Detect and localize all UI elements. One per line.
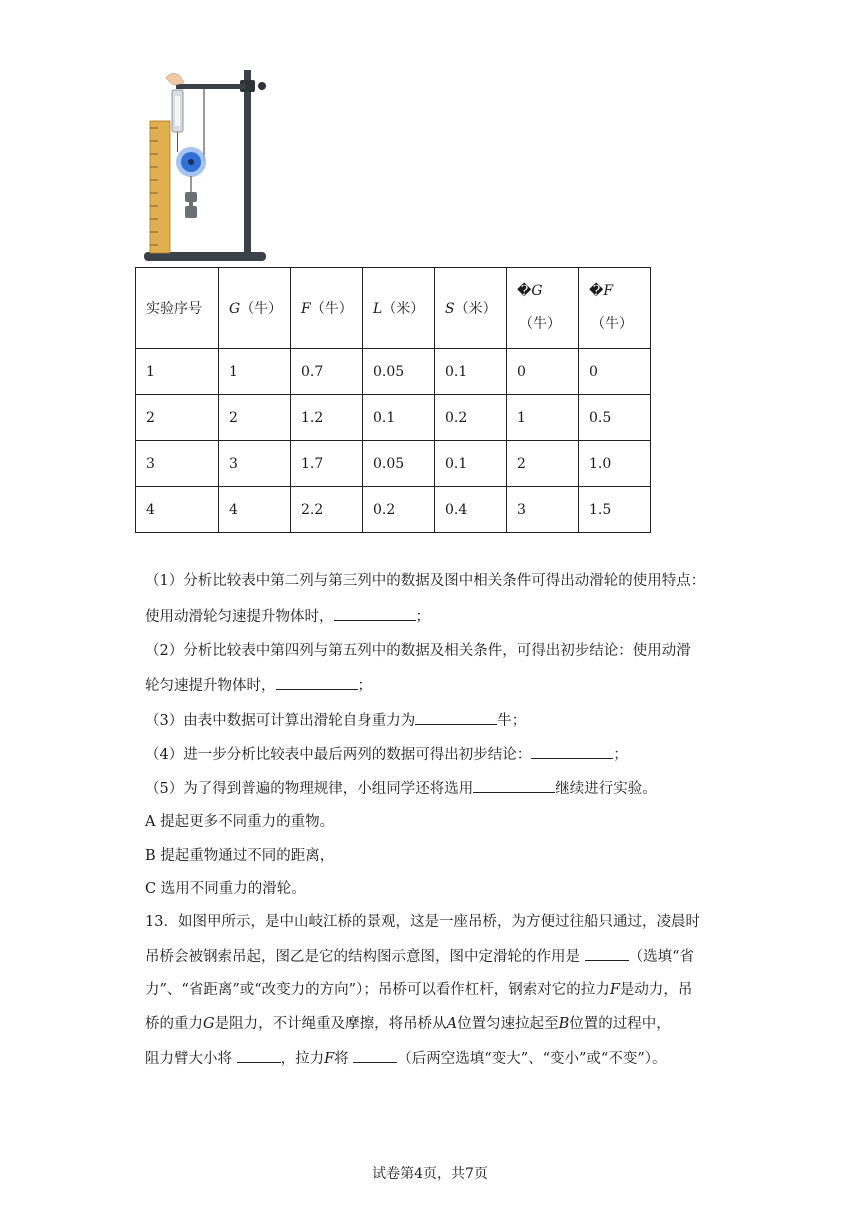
table-cell: 1 — [136, 349, 219, 395]
q13-line-4: 桥的重力G是阻力，不计绳重及摩擦，将吊桥从A位置匀速拉起至B位置的过程中， — [145, 1016, 671, 1032]
table-cell: 2 — [219, 395, 291, 441]
table-cell: 1.5 — [579, 487, 651, 533]
table-row — [136, 441, 651, 487]
q1-line-2: 使用动滑轮匀速提升物体时， ； — [145, 606, 430, 627]
table-cell: 0.05 — [363, 349, 435, 395]
table-cell: 3 — [219, 441, 291, 487]
answer-blank[interactable] — [415, 710, 497, 725]
q4-line: （4）进一步分析比较表中最后两列的数据可得出初步结论： ； — [145, 744, 628, 765]
q13-line-5: 阻力臂大小将 ，拉力F将 （后两空选填“变大”、“变小”或“不变”）。 — [145, 1048, 667, 1069]
table-cell: 0.4 — [435, 487, 507, 533]
table-cell: 0.1 — [435, 349, 507, 395]
header-cell: G（牛） — [219, 268, 291, 349]
table-cell: 3 — [136, 441, 219, 487]
answer-blank[interactable] — [353, 1048, 397, 1063]
header-cell: L（米） — [363, 268, 435, 349]
q13-line-1: 13．如图甲所示，是中山岐江桥的景观，这是一座吊桥，为方便过往船只通过，凌晨时 — [145, 914, 700, 930]
table-header-row — [136, 268, 651, 349]
table-cell: 0.7 — [291, 349, 363, 395]
table-cell: 4 — [219, 487, 291, 533]
answer-blank[interactable] — [237, 1048, 281, 1063]
table-cell: 1.0 — [579, 441, 651, 487]
table-cell: 0.5 — [579, 395, 651, 441]
table-row — [136, 395, 651, 441]
header-cell: �F （牛） — [579, 268, 651, 349]
table-cell: 3 — [507, 487, 579, 533]
header-cell: 实验序号 — [136, 268, 219, 349]
answer-blank[interactable] — [585, 946, 629, 961]
pulley-apparatus-figure — [140, 66, 272, 266]
table-cell: 1.2 — [291, 395, 363, 441]
table-cell: 4 — [136, 487, 219, 533]
answer-blank[interactable] — [473, 778, 555, 793]
answer-blank[interactable] — [531, 744, 613, 759]
experiment-data-table — [135, 267, 651, 533]
q2-line-2: 轮匀速提升物体时， ； — [145, 675, 372, 696]
q5-line: （5）为了得到普遍的物理规律，小组同学还将选用 继续进行实验。 — [145, 778, 657, 799]
table-cell: 0.2 — [435, 395, 507, 441]
header-cell: F（牛） — [291, 268, 363, 349]
q1-line-1: （1）分析比较表中第二列与第三列中的数据及图中相关条件可得出动滑轮的使用特点： — [145, 573, 706, 589]
table-cell: 1 — [219, 349, 291, 395]
table-cell: 1 — [507, 395, 579, 441]
table-cell: 2.2 — [291, 487, 363, 533]
option-b: B 提起重物通过不同的距离， — [145, 848, 335, 864]
option-c: C 选用不同重力的滑轮。 — [145, 881, 306, 897]
answer-blank[interactable] — [276, 675, 358, 690]
table-row — [136, 487, 651, 533]
table-cell: 1.7 — [291, 441, 363, 487]
q13-line-3: 力”、“省距离”或“改变力的方向”）；吊桥可以看作杠杆，钢索对它的拉力F是动力，吊 — [145, 982, 693, 998]
table-cell: 0.2 — [363, 487, 435, 533]
table-cell: 0.1 — [363, 395, 435, 441]
q13-line-2: 吊桥会被钢索吊起，图乙是它的结构图示意图，图中定滑轮的作用是 （选填“省 — [145, 946, 694, 967]
page-footer: 试卷第4页，共7页 — [372, 1166, 488, 1182]
answer-blank[interactable] — [334, 606, 416, 621]
header-cell: �G （牛） — [507, 268, 579, 349]
table-cell: 0 — [507, 349, 579, 395]
table-cell: 2 — [136, 395, 219, 441]
table-cell: 0 — [579, 349, 651, 395]
table-cell: 0.05 — [363, 441, 435, 487]
q2-line-1: （2）分析比较表中第四列与第五列中的数据及相关条件，可得出初步结论：使用动滑 — [145, 643, 691, 659]
table-cell: 0.1 — [435, 441, 507, 487]
table-cell: 2 — [507, 441, 579, 487]
table-row — [136, 349, 651, 395]
q3-line: （3）由表中数据可计算出滑轮自身重力为 牛； — [145, 710, 526, 731]
header-cell: S（米） — [435, 268, 507, 349]
option-a: A 提起更多不同重力的重物。 — [145, 814, 335, 830]
